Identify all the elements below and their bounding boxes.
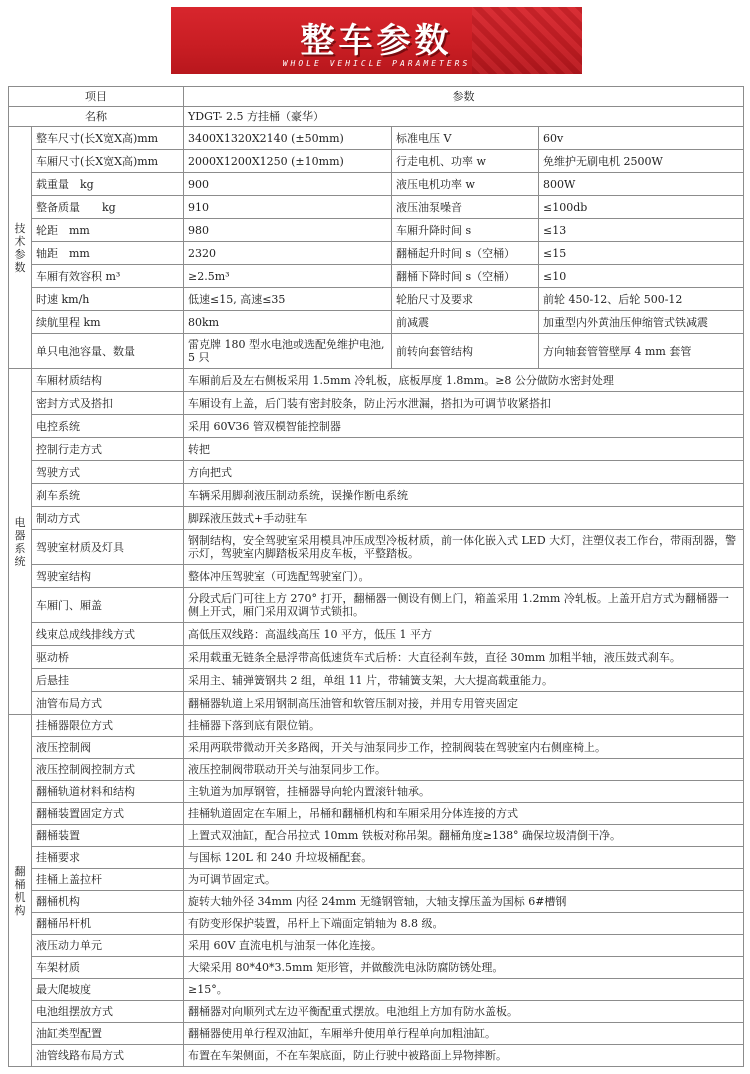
table-row — [9, 891, 744, 913]
row-value: 采用主、辅弹簧钢共 2 组，单组 11 片，带辅簧支架，大大提高载重能力。 — [184, 669, 744, 692]
row-value: 旋转大轴外径 34mm 内径 24mm 无缝钢管轴，大轴支撑压盖为国标 6#槽钢 — [184, 891, 744, 913]
row-label-2: 液压电机功率 w — [392, 173, 539, 196]
row-value-2: 加重型内外黄油压伸缩管式铁减震 — [539, 311, 744, 334]
row-value-2: 800W — [539, 173, 744, 196]
row-label: 液压动力单元 — [32, 935, 184, 957]
row-label: 电控系统 — [32, 415, 184, 438]
row-label-2: 前转向套管结构 — [392, 334, 539, 369]
group-label-flip: 翻桶机构 — [9, 715, 32, 1067]
row-label: 载重量 kg — [32, 173, 184, 196]
row-value-2: ≤15 — [539, 242, 744, 265]
row-label: 翻桶机构 — [32, 891, 184, 913]
row-label: 车厢门、厢盖 — [32, 588, 184, 623]
row-value: 上置式双油缸，配合吊拉式 10mm 铁板对称吊架。翻桶角度≥138° 确保垃圾清倒干净。 — [184, 825, 744, 847]
row-label-2: 车厢升降时间 s — [392, 219, 539, 242]
spec-table — [8, 86, 744, 1067]
row-value: 为可调节固定式。 — [184, 869, 744, 891]
table-row — [9, 196, 744, 219]
row-value: 钢制结构，安全驾驶室采用模具冲压成型冷板材质，前一体化嵌入式 LED 大灯，注塑仪表工作台，带雨刮器，警示灯，驾驶室内脚踏板采用皮车板，平整踏板。 — [184, 530, 744, 565]
row-label: 控制行走方式 — [32, 438, 184, 461]
banner-subtitle: WHOLE VEHICLE PARAMETERS — [282, 59, 471, 68]
row-label: 驾驶室材质及灯具 — [32, 530, 184, 565]
name-row — [9, 107, 744, 127]
row-value: 雷克牌 180 型水电池或选配免维护电池, 5 只 — [184, 334, 392, 369]
row-value: ≥2.5m³ — [184, 265, 392, 288]
row-label: 翻桶装置固定方式 — [32, 803, 184, 825]
row-value: 大梁采用 80*40*3.5mm 矩形管，并做酸洗电泳防腐防锈处理。 — [184, 957, 744, 979]
row-value: 翻桶器轨道上采用钢制高压油管和软管压制对接，并用专用管夹固定 — [184, 692, 744, 715]
row-label: 车架材质 — [32, 957, 184, 979]
table-row — [9, 265, 744, 288]
row-label: 油管线路布局方式 — [32, 1045, 184, 1067]
row-label: 油缸类型配置 — [32, 1023, 184, 1045]
row-label-2: 翻桶下降时间 s（空桶） — [392, 265, 539, 288]
row-value-2: ≤13 — [539, 219, 744, 242]
table-row — [9, 565, 744, 588]
row-value-2: 方向轴套管管壁厚 4 mm 套管 — [539, 334, 744, 369]
name-value: YDGT- 2.5 方挂桶（豪华） — [184, 107, 744, 127]
row-value: 挂桶轨道固定在车厢上，吊桶和翻桶机构和车厢采用分体连接的方式 — [184, 803, 744, 825]
row-label: 轮距 mm — [32, 219, 184, 242]
row-value-2: ≤100db — [539, 196, 744, 219]
table-row — [9, 669, 744, 692]
row-label: 线束总成线排线方式 — [32, 623, 184, 646]
table-row — [9, 957, 744, 979]
row-label: 时速 km/h — [32, 288, 184, 311]
row-value-2: 60v — [539, 127, 744, 150]
row-label-2: 前减震 — [392, 311, 539, 334]
row-value: 980 — [184, 219, 392, 242]
table-row — [9, 484, 744, 507]
table-row — [9, 392, 744, 415]
row-label: 制动方式 — [32, 507, 184, 530]
row-label-2: 翻桶起升时间 s（空桶） — [392, 242, 539, 265]
table-row — [9, 288, 744, 311]
row-value: 低速≤15, 高速≤35 — [184, 288, 392, 311]
row-value: 采用 60V36 管双模智能控制器 — [184, 415, 744, 438]
table-row — [9, 1045, 744, 1067]
row-label: 密封方式及搭扣 — [32, 392, 184, 415]
row-value: 转把 — [184, 438, 744, 461]
table-row — [9, 825, 744, 847]
row-label-2: 行走电机、功率 w — [392, 150, 539, 173]
row-value-2: 免维护无刷电机 2500W — [539, 150, 744, 173]
row-label-2: 液压油泵噪音 — [392, 196, 539, 219]
table-row — [9, 334, 744, 369]
table-row — [9, 803, 744, 825]
row-value: 分段式后门可往上方 270° 打开，翻桶器一侧设有侧上门，箱盖采用 1.2mm 冷轧板。上盖开启方式为翻桶器一侧上开式，厢门采用双调节式锁扣。 — [184, 588, 744, 623]
header-params: 参数 — [184, 87, 744, 107]
banner-title: 整车参数 — [300, 21, 453, 61]
table-row — [9, 715, 744, 737]
row-label-2: 标准电压 V — [392, 127, 539, 150]
row-value: 车辆采用脚刹液压制动系统，误操作断电系统 — [184, 484, 744, 507]
table-row — [9, 781, 744, 803]
row-value: 方向把式 — [184, 461, 744, 484]
row-value: 910 — [184, 196, 392, 219]
row-label: 液压控制阀控制方式 — [32, 759, 184, 781]
row-label: 挂桶上盖拉杆 — [32, 869, 184, 891]
table-row — [9, 242, 744, 265]
row-value: 布置在车架侧面，不在车架底面，防止行驶中被路面上异物摔断。 — [184, 1045, 744, 1067]
row-value: 与国标 120L 和 240 升垃圾桶配套。 — [184, 847, 744, 869]
row-value: 车厢前后及左右侧板采用 1.5mm 冷轧板，底板厚度 1.8mm。≥8 公分做防水密封处理 — [184, 369, 744, 392]
row-value: 液压控制阀带联动开关与油泵同步工作。 — [184, 759, 744, 781]
table-row — [9, 646, 744, 669]
row-value: 有防变形保护装置，吊杆上下端面定销轴为 8.8 级。 — [184, 913, 744, 935]
table-row — [9, 1023, 744, 1045]
row-value: 挂桶器下落到底有限位销。 — [184, 715, 744, 737]
row-label: 挂桶要求 — [32, 847, 184, 869]
row-value: 翻桶器使用单行程双油缸，车厢举升使用单行程单向加粗油缸。 — [184, 1023, 744, 1045]
row-value: 高低压双线路：高温线高压 10 平方，低压 1 平方 — [184, 623, 744, 646]
name-label: 名称 — [9, 107, 184, 127]
group-label-tech: 技术参数 — [9, 127, 32, 369]
table-row — [9, 692, 744, 715]
table-row — [9, 623, 744, 646]
table-row — [9, 369, 744, 392]
row-label: 液压控制阀 — [32, 737, 184, 759]
table-row — [9, 847, 744, 869]
row-label: 翻桶轨道材料和结构 — [32, 781, 184, 803]
row-value-2: 前轮 450-12、后轮 500-12 — [539, 288, 744, 311]
table-row — [9, 1001, 744, 1023]
row-label: 整备质量 kg — [32, 196, 184, 219]
table-row — [9, 173, 744, 196]
row-value: 2320 — [184, 242, 392, 265]
title-banner — [171, 7, 582, 74]
row-value: 采用 60V 直流电机与油泵一体化连接。 — [184, 935, 744, 957]
table-row — [9, 913, 744, 935]
table-row — [9, 311, 744, 334]
table-row — [9, 737, 744, 759]
table-row — [9, 530, 744, 565]
table-row — [9, 461, 744, 484]
row-value: ≥15°。 — [184, 979, 744, 1001]
row-label: 油管布局方式 — [32, 692, 184, 715]
row-value: 80km — [184, 311, 392, 334]
row-label: 电池组摆放方式 — [32, 1001, 184, 1023]
row-label: 车厢材质结构 — [32, 369, 184, 392]
table-row — [9, 759, 744, 781]
header-item: 项目 — [9, 87, 184, 107]
row-label: 续航里程 km — [32, 311, 184, 334]
row-value: 脚踩液压鼓式+手动驻车 — [184, 507, 744, 530]
row-value: 2000X1200X1250 (±10mm) — [184, 150, 392, 173]
row-label-2: 轮胎尺寸及要求 — [392, 288, 539, 311]
row-value: 主轨道为加厚钢管，挂桶器导向轮内置滚针轴承。 — [184, 781, 744, 803]
table-row — [9, 507, 744, 530]
row-label: 挂桶器限位方式 — [32, 715, 184, 737]
row-label: 轴距 mm — [32, 242, 184, 265]
row-label: 翻桶吊杆机 — [32, 913, 184, 935]
row-label: 翻桶装置 — [32, 825, 184, 847]
row-value: 车厢设有上盖，后门装有密封胶条，防止污水泄漏，搭扣为可调节收紧搭扣 — [184, 392, 744, 415]
table-header-row — [9, 87, 744, 107]
row-value: 3400X1320X2140 (±50mm) — [184, 127, 392, 150]
row-label: 车厢有效容积 m³ — [32, 265, 184, 288]
row-value: 翻桶器对向顺列式左边平衡配重式摆放。电池组上方加有防水盖板。 — [184, 1001, 744, 1023]
row-value: 采用载重无链条全悬浮带高低速货车式后桥：大直径刹车鼓，直径 30mm 加粗半轴，液压鼓式刹车。 — [184, 646, 744, 669]
row-label: 驾驶方式 — [32, 461, 184, 484]
row-value: 900 — [184, 173, 392, 196]
row-value: 采用两联带微动开关多路阀，开关与油泵同步工作，控制阀装在驾驶室内右侧座椅上。 — [184, 737, 744, 759]
table-row — [9, 869, 744, 891]
table-row — [9, 979, 744, 1001]
row-label: 驾驶室结构 — [32, 565, 184, 588]
table-row — [9, 150, 744, 173]
row-label: 后悬挂 — [32, 669, 184, 692]
table-row — [9, 219, 744, 242]
table-row — [9, 415, 744, 438]
row-label: 刹车系统 — [32, 484, 184, 507]
row-value: 整体冲压驾驶室（可选配驾驶室门）。 — [184, 565, 744, 588]
table-row — [9, 127, 744, 150]
row-label: 单只电池容量、数量 — [32, 334, 184, 369]
table-row — [9, 935, 744, 957]
row-label: 整车尺寸(长X宽X高)mm — [32, 127, 184, 150]
table-row — [9, 588, 744, 623]
row-label: 最大爬坡度 — [32, 979, 184, 1001]
row-value-2: ≤10 — [539, 265, 744, 288]
group-label-electrical: 电器系统 — [9, 369, 32, 715]
table-row — [9, 438, 744, 461]
row-label: 车厢尺寸(长X宽X高)mm — [32, 150, 184, 173]
row-label: 驱动桥 — [32, 646, 184, 669]
